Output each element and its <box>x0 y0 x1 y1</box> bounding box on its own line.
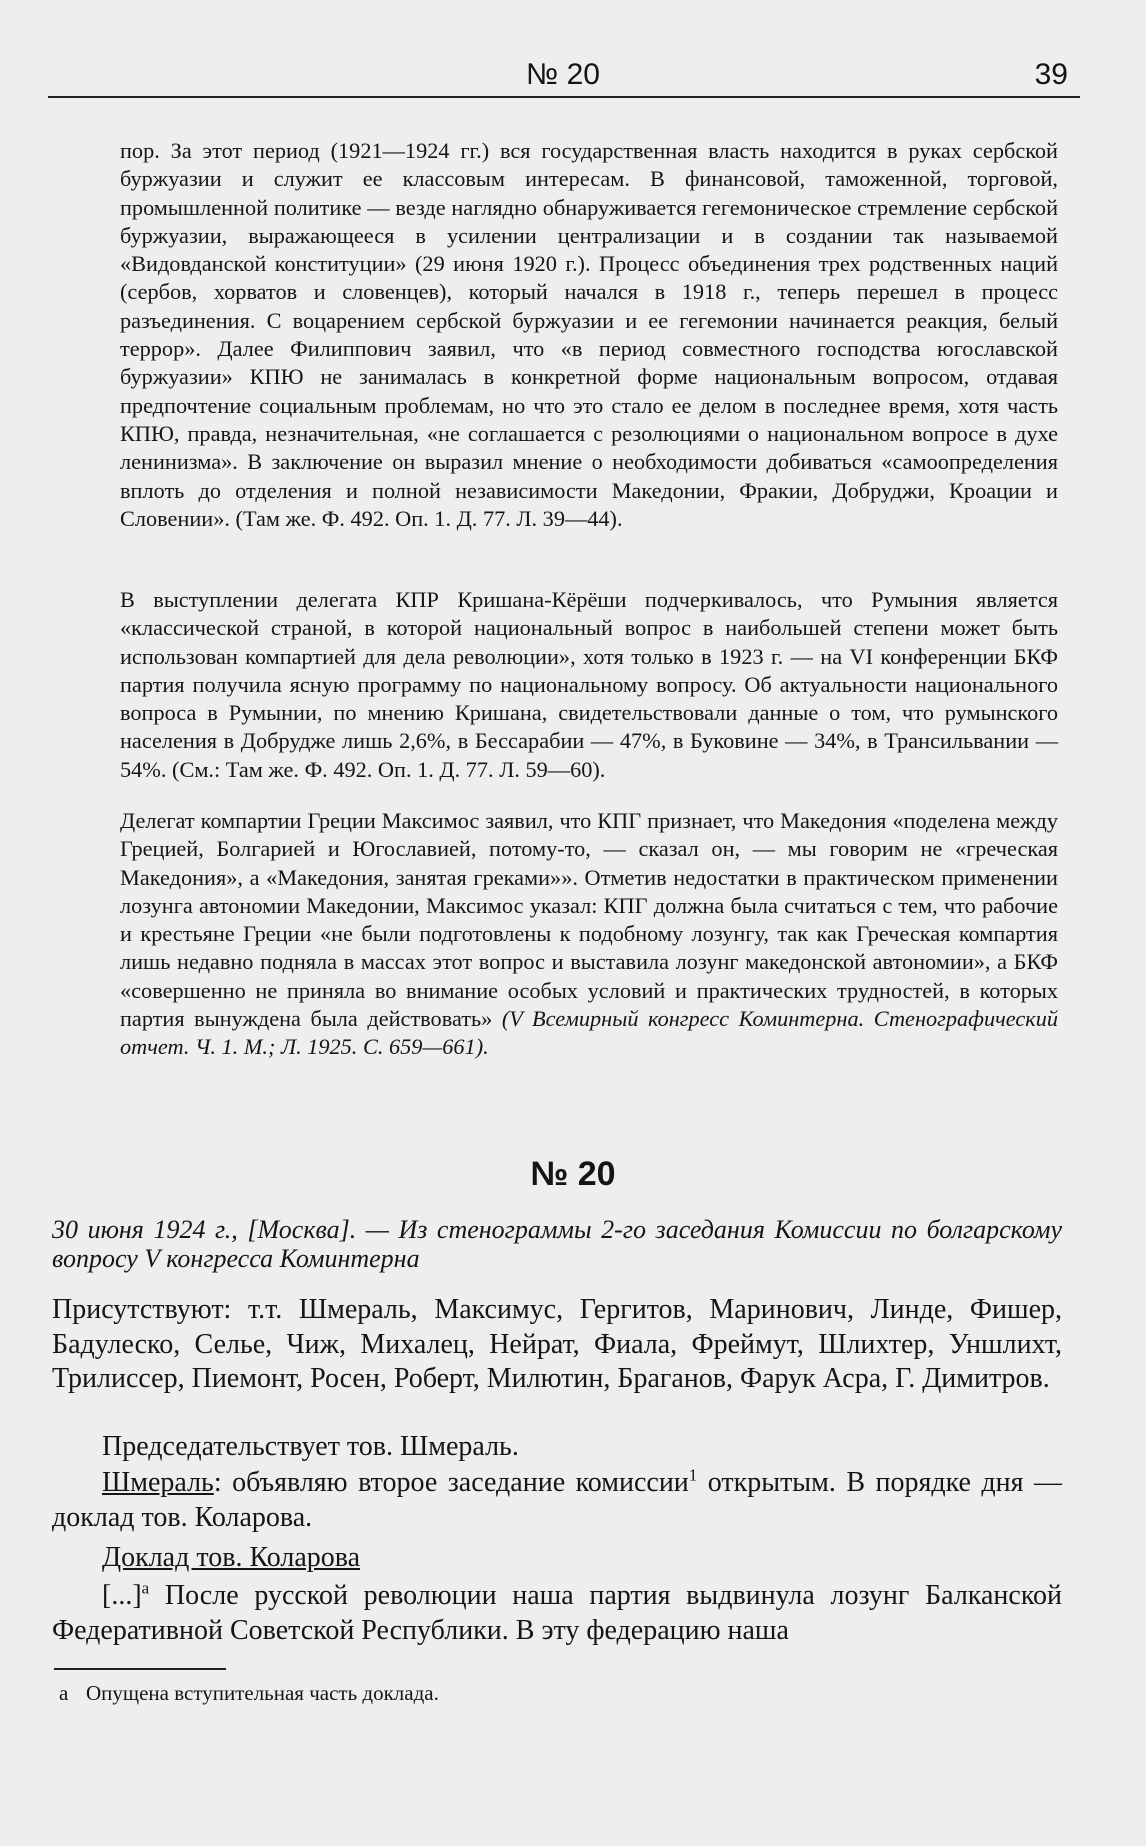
document-title: 30 июня 1924 г., [Москва]. — Из стенограммы 2-го заседания Комиссии по болгарскому вопросу V конгресса Коминтерна <box>52 1215 1062 1273</box>
quote-paragraph: В выступлении делегата КПР Кришана-Кёрёши подчеркивалось, что Румыния является «классической страной, в которой национальный вопрос в наибольшей степени может быть использован компартией для дела революции», хотя только в 1923 г. — на VI конференции БКФ партия получила ясную программу по национальному вопросу. Об актуальности национального вопроса в Румынии, по мнению Кришана, свидетельствовали данные о том, что румынского населения в Добрудже лишь 2,6%, в Бессарабии — 47%, в Буковине — 34%, в Трансильвании — 54%. (См.: Там же. Ф. 492. Оп. 1. Д. 77. Л. 59—60). <box>120 587 1058 782</box>
source-reference: (V Всемирный конгресс Коминтерна. Стенографический отчет. Ч. 1. М.; Л. 1925. С. 659—661). <box>120 1006 1058 1060</box>
report-text <box>52 1579 1062 1648</box>
running-header-doc-number: № 20 <box>526 58 600 91</box>
quote-text: Делегат компартии Греции Максимос заявил, что КПГ признает, что Македония «поделена между Грецией, Болгарией и Югославией, потому-то, — сказал он, — мы говорим не «греческая Македония», а «Македония, занятая греками»». Отметив недостатки в практическом применении лозунга автономии Македонии, Максимос указал: КПГ должна была считаться с тем, что рабочие и крестьяне Греции «не были подготовлены к подобному лозунгу, так как Греческая компартия лишь недавно подняла в массах этот вопрос и выставила лозунг македонской автономии», а БКФ «совершенно не приняла во внимание особых условий и практических трудностей, в которых партия вынуждена была действовать» <box>120 808 1058 1032</box>
omission-mark: [...] <box>102 1580 142 1611</box>
footnote-mark: a <box>59 1681 69 1705</box>
statement-text: открытым. В порядке дня — доклад тов. Коларова. <box>52 1467 1063 1533</box>
footnote <box>59 1679 439 1707</box>
quote-block-yugoslavia <box>120 137 1058 537</box>
chair-line: Председательствует тов. Шмераль. <box>102 1431 519 1462</box>
header-rule <box>48 96 1080 98</box>
quote-paragraph <box>120 807 1058 1062</box>
footnote-rule <box>54 1668 226 1670</box>
footnote-ref: a <box>141 1578 150 1598</box>
quote-block-greece <box>120 807 1058 1066</box>
footnote-text: Опущена вступительная часть доклада. <box>86 1681 439 1705</box>
quote-block-romania <box>120 586 1058 788</box>
report-body: После русской революции наша партия выдвинула лозунг Балканской Федеративной Советской Республики. В эту федерацию наша <box>52 1580 1062 1646</box>
document-number: № 20 <box>530 1155 616 1193</box>
footnote-ref: 1 <box>688 1465 698 1485</box>
running-header <box>48 52 1078 98</box>
quote-paragraph: пор. За этот период (1921—1924 гг.) вся государственная власть находится в руках сербской буржуазии и служит ее классовым интересам. В финансовой, таможенной, торговой, промышленной политике — везде наглядно обнаруживается гегемоническое стремление сербской буржуазии, выражающееся в усилении централизации и в создании так называемой «Видовданской конституции» (29 июня 1920 г.). Процесс объединения трех родственных наций (сербов, хорватов и словенцев), который начался в 1918 г., теперь перешел в процесс разъединения. С воцарением сербской буржуазии и ее гегемонии начинается реакция, белый террор». Далее Филиппович заявил, что «в период совместного господства югославской буржуазии» КПЮ не занималась в конкретной форме национальным вопросом, отдавая предпочтение социальным проблемам, но что это стало ее делом в последнее время, хотя часть КПЮ, правда, незначительная, «не соглашается с резолюциями о национальном вопросе в духе ленинизма». В заключение он выразил мнение о необходимости добиваться «самоопределения вплоть до отделения и полной независимости Македонии, Фракии, Добруджи, Кроации и Словении». (Там же. Ф. 492. Оп. 1. Д. 77. Л. 39—44). <box>120 138 1058 531</box>
speaker-name: Шмераль <box>102 1467 214 1498</box>
report-heading: Доклад тов. Коларова <box>102 1542 361 1573</box>
statement-text: : объявляю второе заседание комиссии <box>213 1467 689 1498</box>
attendees-list: Присутствуют: т.т. Шмераль, Максимус, Гергитов, Маринович, Линде, Фишер, Бадулеско, Селье, Чиж, Михалец, Нейрат, Фиала, Фреймут, Шлихтер, Уншлихт, Трилиссер, Пиемонт, Росен, Роберт, Милютин, Браганов, Фарук Асра, Г. Димитров. <box>52 1294 1062 1394</box>
page-number: 39 <box>1034 58 1068 91</box>
opening-statement <box>52 1466 1062 1535</box>
